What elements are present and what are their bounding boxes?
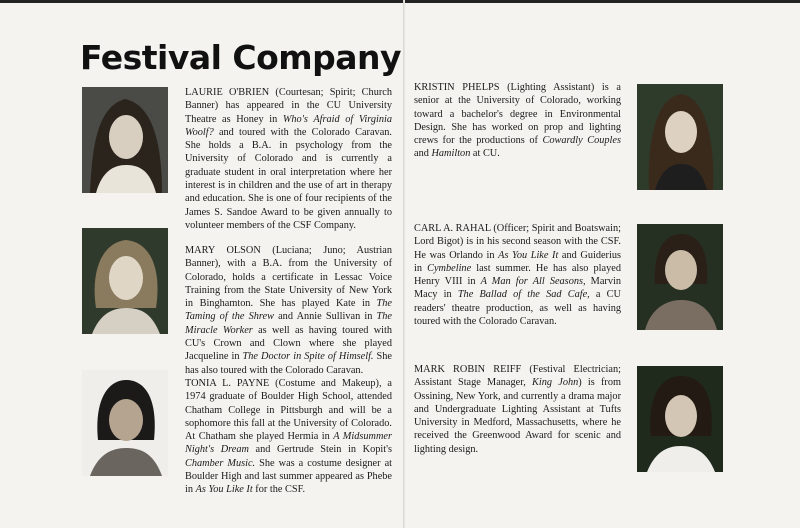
title-italic: King John — [532, 377, 579, 389]
page-gutter — [403, 0, 405, 528]
bio-text: She was a costume designer at Boulder High and last summer appeared as Phebe in — [185, 457, 392, 496]
title-italic: A Man for All Seasons, — [480, 276, 586, 288]
bio-text: (Lighting Assistant) is a senior at the University of Colorado, working toward a bachelor's degree in Environmental Design. She has worked on prop and lighting crews for the productions of — [414, 82, 622, 147]
portrait-kristin-phelps — [637, 84, 723, 190]
title-italic: The Miracle Worker — [185, 311, 392, 336]
title-italic: The Taming of the Shrew — [185, 298, 392, 323]
bio-text: and Guiderius in — [414, 249, 622, 274]
bio-text: (Festival Electrician; Assistant Stage Manager, — [414, 364, 622, 389]
bio-tonia-payne — [185, 377, 392, 497]
bio-text: for the CSF. — [252, 484, 306, 496]
bio-carl-rahal — [414, 222, 621, 328]
bio-text: (Officer; Spirit and Boatswain; Lord Bigot) is in his second season with the CSF. He was Orlando in — [414, 223, 621, 261]
portrait-tonia-payne — [82, 370, 168, 476]
bio-text: (Courtesan; Spirit; Church Banner) has appeared in the CU University Theatre as Honey in — [185, 87, 392, 125]
title-italic: The Doctor in Spite of Himself. — [242, 351, 374, 363]
bio-text: (Costume and Makeup), a 1974 graduate of Boulder High School, attended Chatham College in Pittsburgh and will be a sophomore this fall at the University of Colorado. At Chatham she played Hermia in — [185, 378, 392, 443]
page-top-edge — [0, 0, 800, 3]
portrait-laurie-obrien — [82, 87, 168, 193]
member-name: LAURIE O'BRIEN — [185, 87, 270, 98]
bio-text: and toured with the Colorado Caravan. She holds a B.A. in psychology from the University of Colorado and is currently a graduate student in oral interpretation where her interest is in children and the use of art in therapy and education. She is one of four recipients of the James S. Sandoe Award to be given annually to volunteer members of the CSF Company. — [185, 126, 392, 231]
bio-text: She has also toured with the Colorado Caravan. — [185, 351, 392, 376]
bio-text: and — [414, 148, 432, 160]
portrait-mark-reiff — [637, 366, 723, 472]
member-bio — [185, 378, 392, 495]
bio-text: and Gertrude Stein in Kopit's — [248, 444, 392, 456]
bio-text: at CU. — [470, 148, 500, 160]
title-italic: A Midsummer Night's Dream — [185, 431, 392, 456]
bio-text: Marvin Macy in — [414, 276, 621, 301]
bio-mark-reiff — [414, 363, 621, 456]
portrait-mary-olson — [82, 228, 168, 334]
bio-text: ) is from Ossining, New York, and currently a drama major and Undergraduate Lighting Assistant at Tufts University in Medford, Massachusetts, where he received the Greenwood Award for scenic and lighting design. — [414, 377, 621, 455]
bio-text: (Luciana; Juno; Austrian Banner), with a B.A. from the University of Colorado, holds a certificate in Lessac Voice Training from the State University of New York in Binghamton. She has played Kate in — [185, 245, 392, 310]
title-italic: The Ballad of the Sad Cafe, — [457, 289, 590, 301]
bio-text: as well as having toured with CU's Crown and Clown where she played Jacqueline in — [185, 324, 392, 363]
member-name: MARY OLSON — [185, 245, 261, 256]
member-bio — [185, 87, 392, 231]
member-bio — [414, 364, 621, 455]
bio-text: last summer. He has also played Henry VIII in — [414, 262, 621, 288]
title-italic: Chamber Music. — [185, 457, 256, 469]
title-italic: Cymbeline — [427, 262, 472, 274]
title-italic: As You Like It — [195, 484, 253, 496]
portrait-carl-rahal — [637, 224, 723, 330]
title-italic: As You Like It — [498, 249, 559, 261]
member-name: KRISTIN PHELPS — [414, 82, 500, 93]
member-name: MARK ROBIN REIFF — [414, 364, 522, 375]
page-title: Festival Company — [80, 38, 402, 77]
member-name: TONIA L. PAYNE — [185, 378, 270, 389]
bio-mary-olson — [185, 244, 392, 377]
member-bio — [185, 245, 392, 376]
member-bio — [414, 223, 621, 327]
title-italic: Who's Afraid of Virginia Woolf? — [185, 113, 392, 138]
bio-text: and Annie Sullivan in — [273, 311, 377, 323]
member-name: CARL A. RAHAL — [414, 223, 491, 234]
bio-text: a CU readers' theatre production, as well as having toured with the Colorado Caravan. — [414, 289, 621, 328]
member-bio — [414, 82, 621, 159]
bio-laurie-obrien — [185, 86, 392, 232]
title-italic: Cowardly Couples — [542, 135, 621, 147]
title-italic: Hamilton — [431, 148, 471, 160]
bio-kristin-phelps — [414, 81, 621, 161]
